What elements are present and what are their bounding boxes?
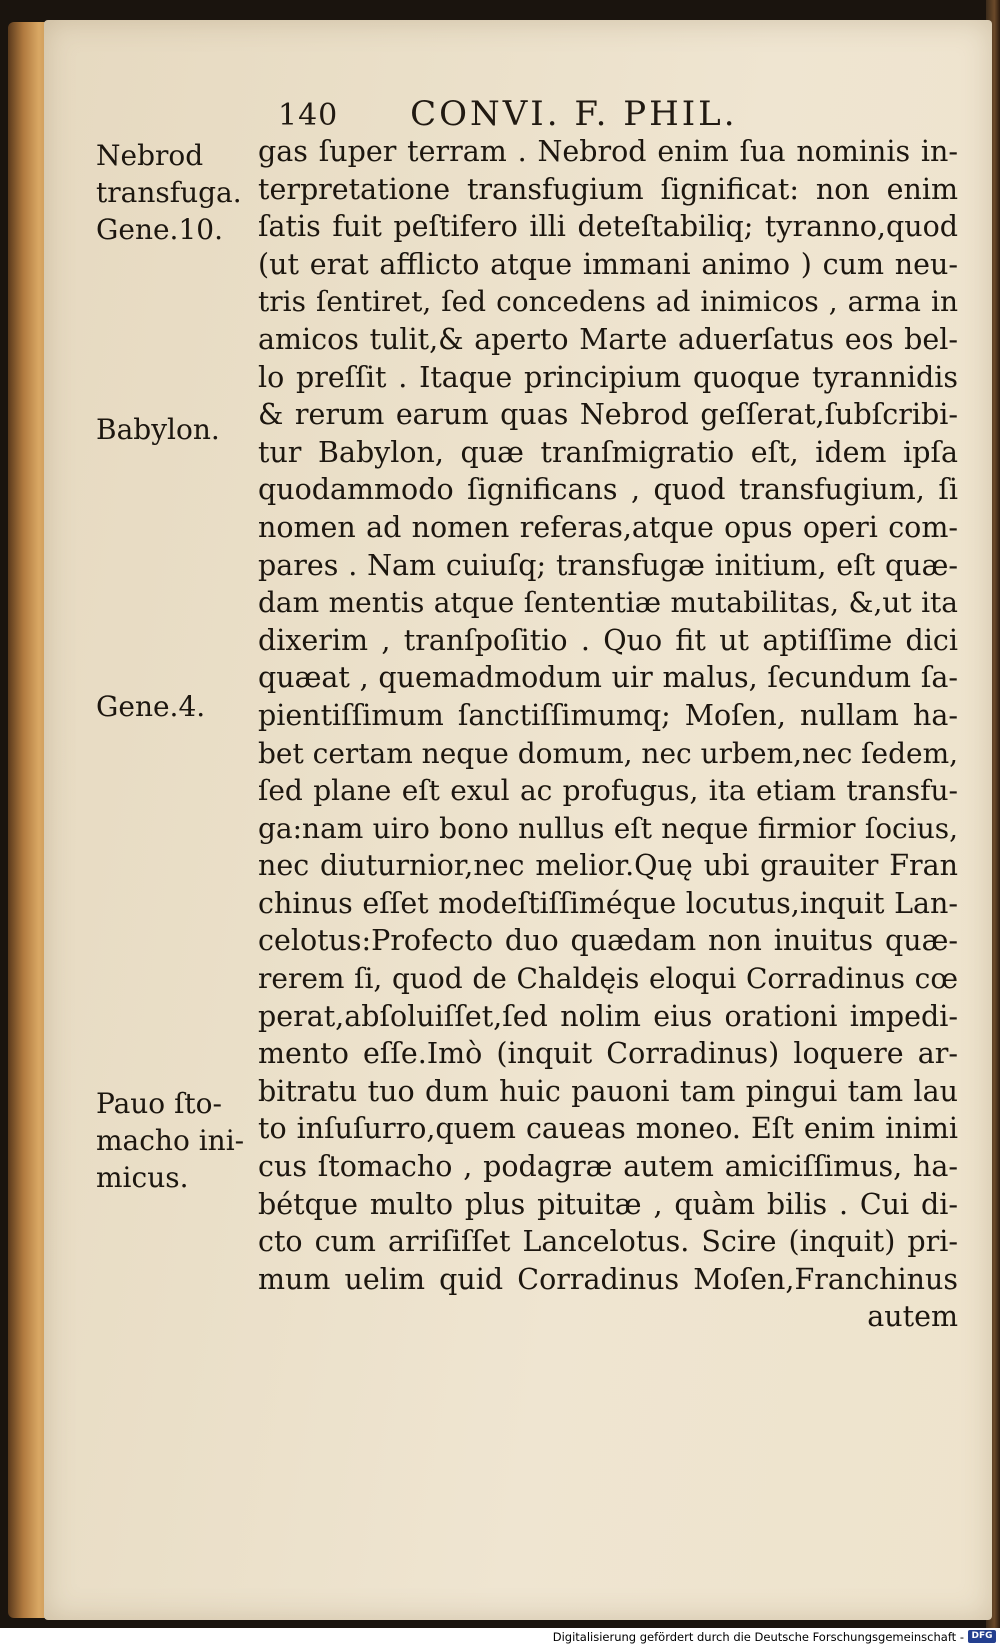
text-line: pientiſſimum ſanctiſſimumq; Moſen, nullam ha-: [258, 698, 958, 732]
marginal-note-babylon: [96, 411, 266, 448]
text-line: tris ſentiret, ſed concedens ad inimicos , arma in: [258, 285, 958, 319]
text-line: ſed plane eſt exul ac profugus, ita etiam transfu-: [258, 774, 958, 808]
text-line: quodammodo ſignificans , quod transfugium, ſi: [258, 473, 958, 507]
marginal-line: micus.: [96, 1161, 189, 1194]
text-line: autem: [867, 1300, 958, 1334]
running-title: CONVI. F. PHIL.: [410, 94, 738, 134]
page-number: 140: [278, 98, 339, 133]
text-line: ga:nam uiro bono nullus eſt neque firmior ſocius,: [258, 811, 958, 845]
text-line: perat,abſoluiſſet,ſed nolim eius orationi impedi-: [258, 999, 958, 1033]
marginal-line: Nebrod: [96, 139, 204, 172]
marginal-line: Gene.4.: [96, 690, 206, 723]
text-line: & rerum earum quas Nebrod geſſerat,ſubſcribi-: [258, 398, 958, 432]
text-line: rerem ſi, quod de Chaldęis eloqui Corradinus cœ: [258, 962, 958, 996]
text-line: bétque multo plus pituitæ , quàm bilis . Cui di-: [258, 1187, 958, 1221]
text-line: (ut erat afflicto atque immani animo ) cum neu-: [258, 247, 958, 281]
text-line: ſatis fuit peſtifero illi deteſtabiliq; tyranno,quod: [258, 210, 958, 244]
marginal-note-nebrod: [96, 137, 266, 248]
text-line: dam mentis atque ſententiæ mutabilitas, &,ut ita: [258, 586, 958, 620]
text-line: cus ſtomacho , podagræ autem amiciſſimus, ha-: [258, 1150, 958, 1184]
text-line: terpretatione transfugium ſignificat: non enim: [258, 172, 958, 206]
text-line: lo preſſit . Itaque principium quoque tyrannidis: [258, 360, 958, 394]
text-line: bitratu tuo dum huic pauoni tam pingui tam lau: [258, 1074, 958, 1108]
text-line: celotus:Profecto duo quædam non inuitus quæ-: [258, 924, 958, 958]
marginal-line: Babylon.: [96, 413, 220, 446]
footer-credit: Digitalisierung gefördert durch die Deutsche Forschungsgemeinschaft -: [552, 1630, 964, 1644]
marginal-note-pauo: [96, 1085, 266, 1196]
text-line: tur Babylon, quæ tranſmigratio eſt, idem ipſa: [258, 435, 958, 469]
text-line: dixerim , tranſpoſitio . Quo fit ut aptiſſime dici: [258, 623, 958, 657]
text-line: chinus eſſet modeſtiſſiméque locutus,inquit Lan-: [258, 886, 958, 920]
marginal-line: Gene.10.: [96, 213, 223, 246]
text-line: mum uelim quid Corradinus Moſen,Franchinus: [258, 1262, 958, 1296]
text-line: pares . Nam cuiuſq; transfugæ initium, eſt quæ-: [258, 548, 958, 582]
text-line: quæat , quemadmodum uir malus, ſecundum ſa-: [258, 661, 958, 695]
text-line: cto cum arriſiſſet Lancelotus. Scire (inquit) pri-: [258, 1225, 958, 1259]
page-header: [278, 94, 738, 134]
main-text-block: [258, 133, 958, 1336]
text-line: to inſuſurro,quem caueas moneo. Eſt enim inimi: [258, 1112, 958, 1146]
marginal-note-genesis: [96, 688, 266, 725]
digitization-footer: [0, 1628, 1000, 1647]
text-line: nomen ad nomen referas,atque opus operi com-: [258, 510, 958, 544]
marginal-line: macho ini-: [96, 1124, 245, 1157]
marginal-line: transfuga.: [96, 176, 242, 209]
dfg-logo: DFG: [968, 1630, 996, 1643]
text-line: bet certam neque domum, nec urbem,nec ſedem,: [258, 736, 959, 770]
text-line: gas ſuper terram . Nebrod enim ſua nominis in-: [258, 135, 958, 168]
marginal-line: Pauo ſto-: [96, 1087, 222, 1120]
text-line: nec diuturnior,nec melior.Quę ubi grauiter Fran: [258, 849, 958, 883]
text-line: amicos tulit,& aperto Marte aduerſatus eos bel-: [258, 322, 958, 356]
text-line: mento eſſe.Imò (inquit Corradinus) loquere ar-: [258, 1037, 958, 1071]
